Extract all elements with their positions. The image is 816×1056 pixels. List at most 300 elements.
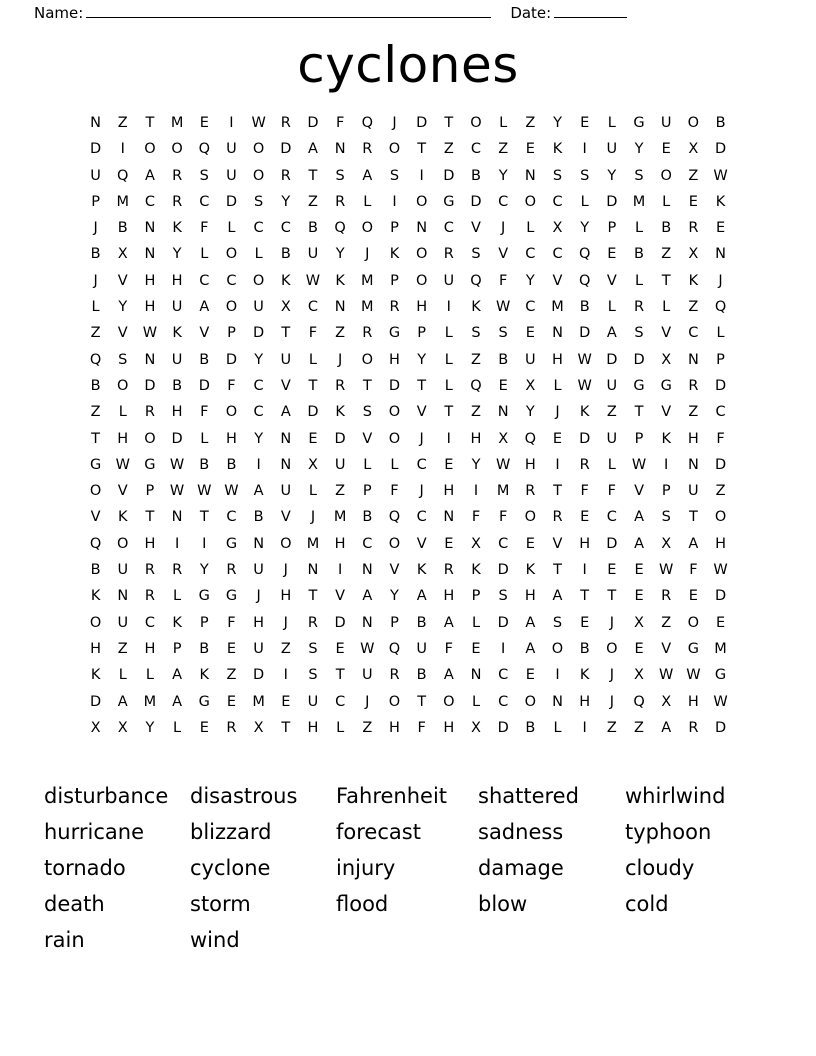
grid-cell[interactable]: E bbox=[715, 220, 726, 237]
grid-cell[interactable]: Z bbox=[90, 325, 101, 342]
grid-cell[interactable]: C bbox=[253, 220, 264, 237]
grid-cell[interactable]: C bbox=[307, 299, 319, 316]
grid-cell[interactable]: D bbox=[225, 193, 238, 210]
grid-cell[interactable]: K bbox=[552, 141, 563, 158]
grid-cell[interactable]: D bbox=[470, 193, 482, 210]
grid-cell[interactable]: P bbox=[471, 588, 481, 605]
grid-cell[interactable]: S bbox=[634, 167, 644, 184]
grid-cell[interactable]: V bbox=[117, 483, 128, 500]
grid-cell[interactable]: E bbox=[525, 535, 535, 552]
grid-cell[interactable]: T bbox=[91, 430, 101, 447]
grid-cell[interactable]: K bbox=[90, 588, 101, 605]
grid-cell[interactable]: X bbox=[117, 246, 128, 263]
grid-cell[interactable]: O bbox=[280, 535, 292, 552]
grid-cell[interactable]: J bbox=[365, 693, 370, 710]
grid-cell[interactable]: A bbox=[688, 535, 699, 552]
grid-cell[interactable]: I bbox=[120, 141, 125, 158]
grid-cell[interactable]: T bbox=[145, 115, 155, 131]
grid-cell[interactable]: V bbox=[552, 272, 563, 289]
grid-cell[interactable]: W bbox=[360, 640, 375, 657]
grid-cell[interactable]: Q bbox=[117, 167, 129, 184]
grid-cell[interactable]: W bbox=[713, 562, 728, 579]
grid-cell[interactable]: R bbox=[226, 562, 237, 579]
grid-cell[interactable]: L bbox=[634, 220, 644, 237]
grid-cell[interactable]: Z bbox=[606, 404, 617, 421]
grid-cell[interactable]: E bbox=[308, 430, 318, 447]
grid-cell[interactable]: C bbox=[280, 220, 291, 237]
word-list-item[interactable]: sadness bbox=[478, 820, 564, 844]
grid-cell[interactable]: U bbox=[688, 483, 699, 500]
grid-cell[interactable]: C bbox=[416, 509, 427, 526]
grid-cell[interactable]: K bbox=[172, 325, 182, 342]
word-list-item[interactable]: injury bbox=[336, 856, 396, 880]
grid-cell[interactable]: Y bbox=[254, 430, 264, 447]
grid-cell[interactable]: C bbox=[443, 220, 454, 237]
grid-cell[interactable]: V bbox=[280, 509, 291, 526]
grid-cell[interactable]: Z bbox=[661, 614, 672, 631]
word-list-item[interactable]: tornado bbox=[44, 856, 126, 880]
grid-cell[interactable]: S bbox=[552, 614, 563, 631]
grid-cell[interactable]: N bbox=[361, 614, 373, 631]
grid-cell[interactable]: U bbox=[361, 667, 373, 684]
grid-cell[interactable]: K bbox=[118, 509, 128, 526]
grid-cell[interactable]: B bbox=[416, 614, 427, 631]
grid-cell[interactable]: L bbox=[336, 719, 345, 736]
grid-cell[interactable]: B bbox=[579, 640, 590, 657]
grid-cell[interactable]: T bbox=[553, 483, 562, 500]
word-list-item[interactable]: rain bbox=[44, 928, 85, 952]
grid-cell[interactable]: J bbox=[419, 430, 424, 447]
grid-cell[interactable]: E bbox=[580, 509, 590, 526]
grid-cell[interactable]: H bbox=[389, 351, 400, 368]
grid-cell[interactable]: H bbox=[416, 299, 428, 316]
grid-cell[interactable]: O bbox=[415, 193, 428, 210]
grid-cell[interactable]: V bbox=[117, 272, 128, 289]
grid-cell[interactable]: D bbox=[90, 141, 102, 158]
grid-cell[interactable]: P bbox=[390, 272, 399, 289]
word-list-item[interactable]: hurricane bbox=[44, 820, 144, 844]
grid-cell[interactable]: V bbox=[661, 640, 672, 657]
grid-cell[interactable]: N bbox=[497, 404, 509, 421]
grid-cell[interactable]: E bbox=[226, 693, 237, 710]
grid-cell[interactable]: P bbox=[390, 220, 399, 237]
grid-cell[interactable]: J bbox=[283, 614, 288, 631]
grid-cell[interactable]: E bbox=[688, 588, 698, 605]
grid-cell[interactable]: P bbox=[91, 193, 100, 210]
grid-cell[interactable]: S bbox=[254, 193, 264, 210]
grid-cell[interactable]: L bbox=[607, 299, 616, 316]
grid-cell[interactable]: D bbox=[497, 614, 509, 631]
grid-cell[interactable]: V bbox=[471, 220, 481, 237]
grid-cell[interactable]: W bbox=[713, 167, 728, 184]
grid-cell[interactable]: H bbox=[443, 588, 455, 605]
grid-cell[interactable]: F bbox=[417, 719, 426, 736]
grid-cell[interactable]: X bbox=[688, 141, 699, 158]
grid-cell[interactable]: I bbox=[664, 456, 669, 473]
grid-cell[interactable]: P bbox=[227, 325, 236, 342]
grid-cell[interactable]: F bbox=[227, 377, 236, 394]
grid-cell[interactable]: D bbox=[253, 667, 265, 684]
grid-cell[interactable]: F bbox=[689, 562, 698, 579]
grid-cell[interactable]: H bbox=[389, 719, 400, 736]
word-list-item[interactable]: wind bbox=[190, 928, 240, 952]
grid-cell[interactable]: G bbox=[198, 693, 210, 710]
grid-cell[interactable]: D bbox=[606, 535, 618, 552]
grid-cell[interactable]: J bbox=[256, 588, 261, 605]
grid-cell[interactable]: H bbox=[144, 535, 156, 552]
grid-cell[interactable]: W bbox=[115, 456, 130, 473]
grid-cell[interactable]: O bbox=[171, 141, 183, 158]
grid-cell[interactable]: G bbox=[89, 456, 102, 473]
word-list-item[interactable]: flood bbox=[336, 892, 389, 916]
grid-cell[interactable]: W bbox=[659, 562, 674, 579]
grid-cell[interactable]: S bbox=[308, 640, 318, 657]
grid-cell[interactable]: T bbox=[661, 272, 671, 289]
grid-cell[interactable]: H bbox=[715, 535, 726, 552]
grid-cell[interactable]: K bbox=[471, 562, 481, 579]
word-list-item[interactable]: storm bbox=[190, 892, 251, 916]
grid-cell[interactable]: L bbox=[662, 299, 671, 316]
grid-cell[interactable]: H bbox=[225, 430, 237, 447]
grid-cell[interactable]: L bbox=[444, 325, 453, 342]
grid-cell[interactable]: D bbox=[579, 430, 591, 447]
grid-cell[interactable]: Z bbox=[606, 719, 617, 736]
grid-cell[interactable]: E bbox=[580, 614, 590, 631]
grid-cell[interactable]: O bbox=[714, 509, 727, 526]
grid-cell[interactable]: Y bbox=[145, 719, 155, 736]
grid-cell[interactable]: U bbox=[660, 115, 672, 131]
grid-cell[interactable]: I bbox=[555, 667, 560, 684]
grid-cell[interactable]: Y bbox=[254, 351, 264, 368]
grid-cell[interactable]: D bbox=[606, 351, 618, 368]
grid-cell[interactable]: D bbox=[579, 325, 591, 342]
grid-cell[interactable]: H bbox=[524, 456, 536, 473]
grid-cell[interactable]: C bbox=[362, 535, 373, 552]
grid-cell[interactable]: S bbox=[552, 167, 563, 184]
grid-cell[interactable]: A bbox=[606, 325, 617, 342]
grid-cell[interactable]: N bbox=[144, 220, 156, 237]
grid-cell[interactable]: Q bbox=[633, 693, 645, 710]
grid-cell[interactable]: C bbox=[525, 246, 536, 263]
grid-cell[interactable]: M bbox=[333, 509, 347, 526]
grid-cell[interactable]: O bbox=[415, 246, 428, 263]
grid-cell[interactable]: U bbox=[525, 351, 536, 368]
grid-cell[interactable]: V bbox=[389, 562, 400, 579]
grid-cell[interactable]: B bbox=[226, 456, 237, 473]
grid-cell[interactable]: L bbox=[173, 719, 182, 736]
grid-cell[interactable]: Y bbox=[525, 404, 535, 421]
grid-cell[interactable]: X bbox=[661, 535, 672, 552]
grid-cell[interactable]: T bbox=[417, 693, 427, 710]
grid-cell[interactable]: S bbox=[498, 325, 508, 342]
grid-cell[interactable]: F bbox=[200, 404, 209, 421]
grid-cell[interactable]: B bbox=[307, 220, 318, 237]
grid-cell[interactable]: X bbox=[661, 693, 672, 710]
word-list-item[interactable]: disturbance bbox=[44, 784, 169, 808]
grid-cell[interactable]: C bbox=[199, 193, 210, 210]
grid-cell[interactable]: Z bbox=[335, 483, 346, 500]
grid-cell[interactable]: H bbox=[307, 719, 319, 736]
grid-cell[interactable]: G bbox=[687, 640, 699, 657]
grid-cell[interactable]: G bbox=[660, 377, 672, 394]
grid-cell[interactable]: R bbox=[335, 193, 346, 210]
grid-cell[interactable]: W bbox=[305, 272, 321, 289]
grid-cell[interactable]: V bbox=[416, 404, 427, 421]
grid-cell[interactable]: D bbox=[253, 325, 265, 342]
grid-cell[interactable]: N bbox=[361, 562, 373, 579]
grid-cell[interactable]: A bbox=[144, 167, 155, 184]
grid-cell[interactable]: C bbox=[498, 535, 509, 552]
grid-cell[interactable]: Z bbox=[226, 667, 237, 684]
grid-cell[interactable]: N bbox=[470, 667, 482, 684]
grid-cell[interactable]: K bbox=[661, 430, 671, 447]
grid-cell[interactable]: L bbox=[227, 220, 236, 237]
grid-cell[interactable]: E bbox=[552, 430, 563, 447]
grid-cell[interactable]: W bbox=[659, 667, 674, 684]
grid-cell[interactable]: T bbox=[444, 404, 454, 421]
grid-cell[interactable]: T bbox=[607, 588, 617, 605]
grid-cell[interactable]: Y bbox=[417, 351, 427, 368]
grid-cell[interactable]: L bbox=[471, 693, 481, 710]
grid-cell[interactable]: B bbox=[172, 377, 183, 394]
grid-cell[interactable]: C bbox=[498, 693, 509, 710]
grid-cell[interactable]: B bbox=[362, 509, 373, 526]
grid-cell[interactable]: U bbox=[280, 483, 292, 500]
grid-cell[interactable]: U bbox=[307, 246, 319, 263]
grid-cell[interactable]: K bbox=[199, 667, 210, 684]
grid-cell[interactable]: O bbox=[551, 640, 564, 657]
grid-cell[interactable]: T bbox=[580, 588, 590, 605]
grid-cell[interactable]: M bbox=[252, 693, 265, 710]
grid-cell[interactable]: A bbox=[199, 299, 210, 316]
grid-cell[interactable]: X bbox=[525, 377, 536, 394]
grid-cell[interactable]: I bbox=[582, 562, 587, 579]
grid-cell[interactable]: E bbox=[688, 193, 698, 210]
grid-cell[interactable]: S bbox=[362, 404, 372, 421]
word-list-item[interactable]: Fahrenheit bbox=[336, 784, 448, 808]
grid-cell[interactable]: U bbox=[253, 640, 264, 657]
grid-cell[interactable]: N bbox=[552, 325, 563, 342]
grid-cell[interactable]: Z bbox=[688, 404, 699, 421]
grid-cell[interactable]: N bbox=[90, 115, 102, 131]
grid-cell[interactable]: O bbox=[524, 193, 537, 210]
grid-cell[interactable]: O bbox=[225, 404, 238, 421]
grid-cell[interactable]: P bbox=[417, 325, 427, 342]
grid-cell[interactable]: J bbox=[609, 693, 614, 710]
grid-cell[interactable]: C bbox=[335, 693, 346, 710]
grid-cell[interactable]: W bbox=[224, 483, 239, 500]
grid-cell[interactable]: S bbox=[118, 351, 128, 368]
grid-cell[interactable]: W bbox=[713, 693, 728, 710]
grid-cell[interactable]: O bbox=[524, 693, 537, 710]
grid-cell[interactable]: W bbox=[142, 325, 158, 342]
grid-cell[interactable]: L bbox=[308, 351, 317, 368]
grid-cell[interactable]: J bbox=[337, 351, 343, 368]
grid-cell[interactable]: O bbox=[225, 299, 238, 316]
grid-cell[interactable]: E bbox=[525, 667, 535, 684]
grid-cell[interactable]: O bbox=[117, 535, 129, 552]
grid-cell[interactable]: W bbox=[169, 483, 185, 500]
grid-cell[interactable]: T bbox=[308, 167, 318, 184]
grid-cell[interactable]: Q bbox=[578, 272, 591, 289]
grid-cell[interactable]: R bbox=[335, 377, 346, 394]
grid-cell[interactable]: A bbox=[362, 588, 373, 605]
grid-cell[interactable]: X bbox=[634, 614, 644, 631]
grid-cell[interactable]: Y bbox=[199, 562, 209, 579]
name-input-line[interactable] bbox=[86, 4, 491, 18]
grid-cell[interactable]: F bbox=[716, 430, 725, 447]
grid-cell[interactable]: V bbox=[661, 325, 672, 342]
grid-cell[interactable]: N bbox=[416, 220, 428, 237]
grid-cell[interactable]: D bbox=[714, 588, 727, 605]
grid-cell[interactable]: B bbox=[199, 351, 210, 368]
grid-cell[interactable]: D bbox=[307, 115, 319, 131]
grid-cell[interactable]: C bbox=[498, 193, 509, 210]
grid-cell[interactable]: E bbox=[634, 562, 644, 579]
grid-cell[interactable]: R bbox=[389, 299, 400, 316]
grid-cell[interactable]: X bbox=[471, 535, 481, 552]
grid-cell[interactable]: O bbox=[144, 430, 156, 447]
grid-cell[interactable]: N bbox=[144, 351, 156, 368]
grid-cell[interactable]: Q bbox=[89, 535, 102, 552]
grid-cell[interactable]: B bbox=[471, 167, 481, 184]
grid-cell[interactable]: R bbox=[661, 588, 672, 605]
grid-cell[interactable]: U bbox=[171, 299, 183, 316]
grid-cell[interactable]: W bbox=[495, 456, 511, 473]
grid-cell[interactable]: H bbox=[90, 640, 102, 657]
grid-cell[interactable]: N bbox=[307, 562, 319, 579]
grid-cell[interactable]: G bbox=[144, 456, 156, 473]
grid-cell[interactable]: A bbox=[280, 404, 291, 421]
grid-cell[interactable]: V bbox=[199, 325, 210, 342]
grid-cell[interactable]: H bbox=[144, 640, 156, 657]
grid-cell[interactable]: C bbox=[606, 509, 617, 526]
grid-cell[interactable]: X bbox=[90, 719, 101, 736]
grid-cell[interactable]: O bbox=[606, 640, 618, 657]
word-list-item[interactable]: cold bbox=[625, 892, 669, 916]
grid-cell[interactable]: K bbox=[389, 246, 400, 263]
grid-cell[interactable]: A bbox=[552, 588, 563, 605]
grid-cell[interactable]: C bbox=[552, 193, 563, 210]
grid-cell[interactable]: L bbox=[173, 588, 182, 605]
grid-cell[interactable]: E bbox=[199, 115, 209, 131]
word-list-item[interactable]: whirlwind bbox=[625, 784, 726, 808]
grid-cell[interactable]: H bbox=[579, 693, 591, 710]
grid-cell[interactable]: L bbox=[254, 246, 263, 263]
grid-cell[interactable]: T bbox=[281, 325, 291, 342]
grid-cell[interactable]: J bbox=[93, 220, 98, 237]
grid-cell[interactable]: W bbox=[577, 351, 592, 368]
grid-cell[interactable]: C bbox=[525, 299, 536, 316]
grid-cell[interactable]: O bbox=[687, 614, 700, 631]
grid-cell[interactable]: M bbox=[714, 640, 727, 657]
grid-cell[interactable]: F bbox=[580, 483, 589, 500]
grid-cell[interactable]: U bbox=[226, 141, 237, 158]
grid-cell[interactable]: Y bbox=[172, 246, 182, 263]
grid-cell[interactable]: E bbox=[226, 640, 237, 657]
grid-cell[interactable]: S bbox=[335, 167, 345, 184]
grid-cell[interactable]: O bbox=[470, 115, 482, 131]
grid-cell[interactable]: R bbox=[579, 456, 590, 473]
grid-cell[interactable]: D bbox=[606, 193, 618, 210]
grid-cell[interactable]: L bbox=[662, 193, 671, 210]
grid-cell[interactable]: D bbox=[714, 456, 727, 473]
grid-cell[interactable]: C bbox=[144, 193, 155, 210]
grid-cell[interactable]: I bbox=[256, 456, 261, 473]
grid-cell[interactable]: Z bbox=[362, 719, 373, 736]
grid-cell[interactable]: Q bbox=[89, 351, 102, 368]
grid-cell[interactable]: B bbox=[199, 640, 210, 657]
grid-cell[interactable]: D bbox=[334, 430, 346, 447]
grid-cell[interactable]: R bbox=[362, 141, 373, 158]
grid-cell[interactable]: L bbox=[526, 220, 535, 237]
grid-cell[interactable]: D bbox=[280, 141, 292, 158]
grid-cell[interactable]: J bbox=[609, 614, 614, 631]
grid-cell[interactable]: K bbox=[172, 220, 182, 237]
grid-cell[interactable]: Z bbox=[498, 141, 509, 158]
grid-cell[interactable]: F bbox=[227, 614, 236, 631]
grid-cell[interactable]: G bbox=[633, 377, 645, 394]
grid-cell[interactable]: T bbox=[444, 115, 454, 131]
grid-cell[interactable]: A bbox=[525, 614, 536, 631]
grid-cell[interactable]: C bbox=[199, 272, 210, 289]
grid-cell[interactable]: O bbox=[388, 693, 401, 710]
grid-cell[interactable]: Y bbox=[390, 588, 399, 605]
grid-cell[interactable]: X bbox=[661, 351, 672, 368]
grid-cell[interactable]: O bbox=[660, 167, 672, 184]
grid-cell[interactable]: F bbox=[498, 509, 508, 526]
grid-cell[interactable]: O bbox=[361, 351, 374, 368]
grid-cell[interactable]: M bbox=[361, 299, 374, 316]
grid-cell[interactable]: I bbox=[283, 667, 288, 684]
grid-cell[interactable]: W bbox=[197, 483, 212, 500]
grid-cell[interactable]: H bbox=[443, 719, 455, 736]
grid-cell[interactable]: I bbox=[582, 141, 587, 158]
grid-cell[interactable]: H bbox=[524, 588, 536, 605]
grid-cell[interactable]: Z bbox=[90, 404, 101, 421]
grid-cell[interactable]: A bbox=[172, 667, 183, 684]
grid-cell[interactable]: S bbox=[389, 167, 400, 184]
grid-cell[interactable]: I bbox=[473, 483, 479, 500]
grid-cell[interactable]: L bbox=[308, 483, 317, 500]
grid-cell[interactable]: N bbox=[687, 456, 699, 473]
grid-cell[interactable]: Y bbox=[281, 193, 291, 210]
grid-cell[interactable]: X bbox=[634, 667, 644, 684]
grid-cell[interactable]: I bbox=[446, 430, 451, 447]
word-list-item[interactable]: blow bbox=[478, 892, 528, 916]
grid-cell[interactable]: P bbox=[390, 614, 399, 631]
grid-cell[interactable]: L bbox=[91, 299, 100, 316]
grid-cell[interactable]: D bbox=[497, 562, 509, 579]
grid-cell[interactable]: H bbox=[171, 272, 183, 289]
grid-cell[interactable]: S bbox=[199, 167, 209, 184]
grid-cell[interactable]: K bbox=[335, 404, 345, 421]
word-list-item[interactable]: damage bbox=[478, 856, 564, 880]
grid-cell[interactable]: T bbox=[634, 404, 644, 421]
grid-cell[interactable]: J bbox=[283, 562, 288, 579]
grid-cell[interactable]: I bbox=[337, 562, 343, 579]
grid-cell[interactable]: D bbox=[90, 693, 102, 710]
grid-cell[interactable]: O bbox=[89, 614, 102, 631]
grid-cell[interactable]: A bbox=[172, 693, 183, 710]
grid-cell[interactable]: S bbox=[308, 667, 318, 684]
grid-cell[interactable]: H bbox=[579, 535, 591, 552]
grid-cell[interactable]: M bbox=[306, 535, 320, 552]
grid-cell[interactable]: N bbox=[334, 141, 346, 158]
grid-cell[interactable]: B bbox=[117, 220, 128, 237]
grid-cell[interactable]: A bbox=[253, 483, 264, 500]
grid-cell[interactable]: L bbox=[118, 667, 127, 684]
